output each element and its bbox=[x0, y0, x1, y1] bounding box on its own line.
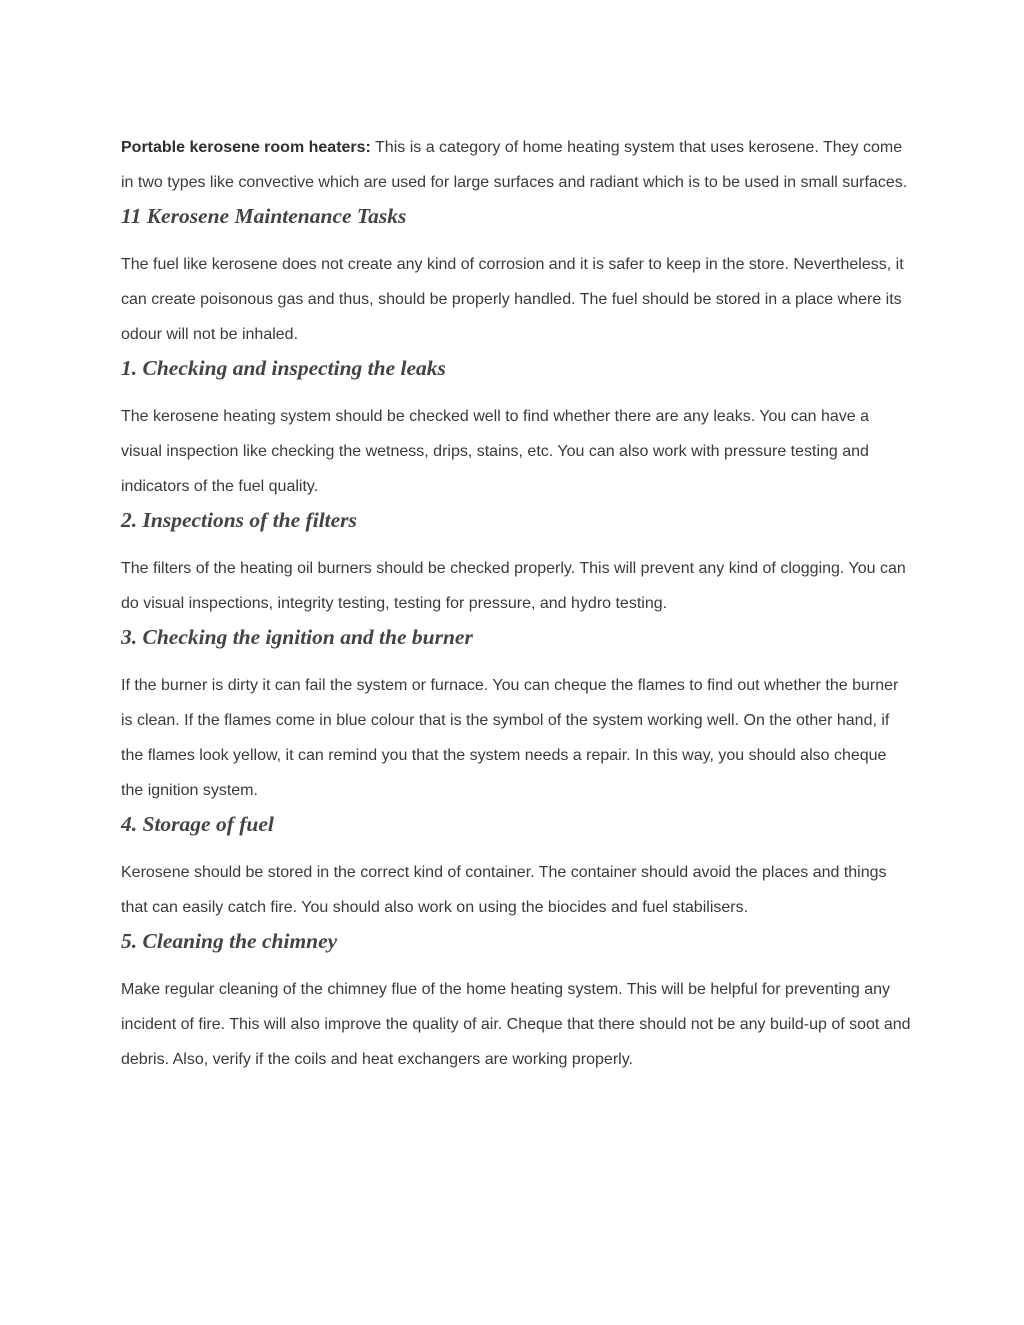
intro-lead: Portable kerosene room heaters: bbox=[121, 139, 371, 156]
section-fuel-storage bbox=[121, 810, 911, 925]
section-heading: 11 Kerosene Maintenance Tasks bbox=[121, 204, 407, 228]
section-maintenance-tasks bbox=[121, 202, 911, 352]
section-heading: 5. Cleaning the chimney bbox=[121, 929, 338, 953]
section-heading: 1. Checking and inspecting the leaks bbox=[121, 356, 446, 380]
section-body: The fuel like kerosene does not create any kind of corrosion and it is safer to keep in the store. Nevertheless, it can create poisonous gas and thus, should be properly handled. The fuel should be stored in a place where its odour will not be inhaled. bbox=[121, 256, 904, 343]
intro-text: This is a category of home heating system that uses kerosene. They come in two types like convective which are used for large surfaces and radiant which is to be used in small surfaces. bbox=[121, 139, 908, 191]
section-body: Kerosene should be stored in the correct kind of container. The container should avoid the places and things that can easily catch fire. You should also work on using the biocides and fuel stabilisers. bbox=[121, 864, 887, 916]
section-heading: 2. Inspections of the filters bbox=[121, 508, 357, 532]
section-body: Make regular cleaning of the chimney flue of the home heating system. This will be helpful for preventing any incident of fire. This will also improve the quality of air. Cheque that there should not be any build-up of soot and debris. Also, verify if the coils and heat exchangers are working properly. bbox=[121, 981, 911, 1068]
section-filters bbox=[121, 506, 911, 621]
section-body: The kerosene heating system should be checked well to find whether there are any leaks. You can have a visual inspection like checking the wetness, drips, stains, etc. You can also work with pressure testing and indicators of the fuel quality. bbox=[121, 408, 870, 495]
section-heading: 4. Storage of fuel bbox=[121, 812, 274, 836]
section-body: If the burner is dirty it can fail the system or furnace. You can cheque the flames to find out whether the burner is clean. If the flames come in blue colour that is the symbol of the system working well. On the other hand, if the flames look yellow, it can remind you that the system needs a repair. In this way, you should also cheque the ignition system. bbox=[121, 677, 899, 799]
intro-paragraph bbox=[121, 130, 911, 200]
section-chimney bbox=[121, 927, 911, 1077]
section-leaks bbox=[121, 354, 911, 504]
section-ignition-burner bbox=[121, 623, 911, 808]
section-heading: 3. Checking the ignition and the burner bbox=[121, 625, 473, 649]
section-body: The filters of the heating oil burners should be checked properly. This will prevent any kind of clogging. You can do visual inspections, integrity testing, testing for pressure, and hydro testing. bbox=[121, 560, 906, 612]
document-page bbox=[121, 130, 911, 1077]
